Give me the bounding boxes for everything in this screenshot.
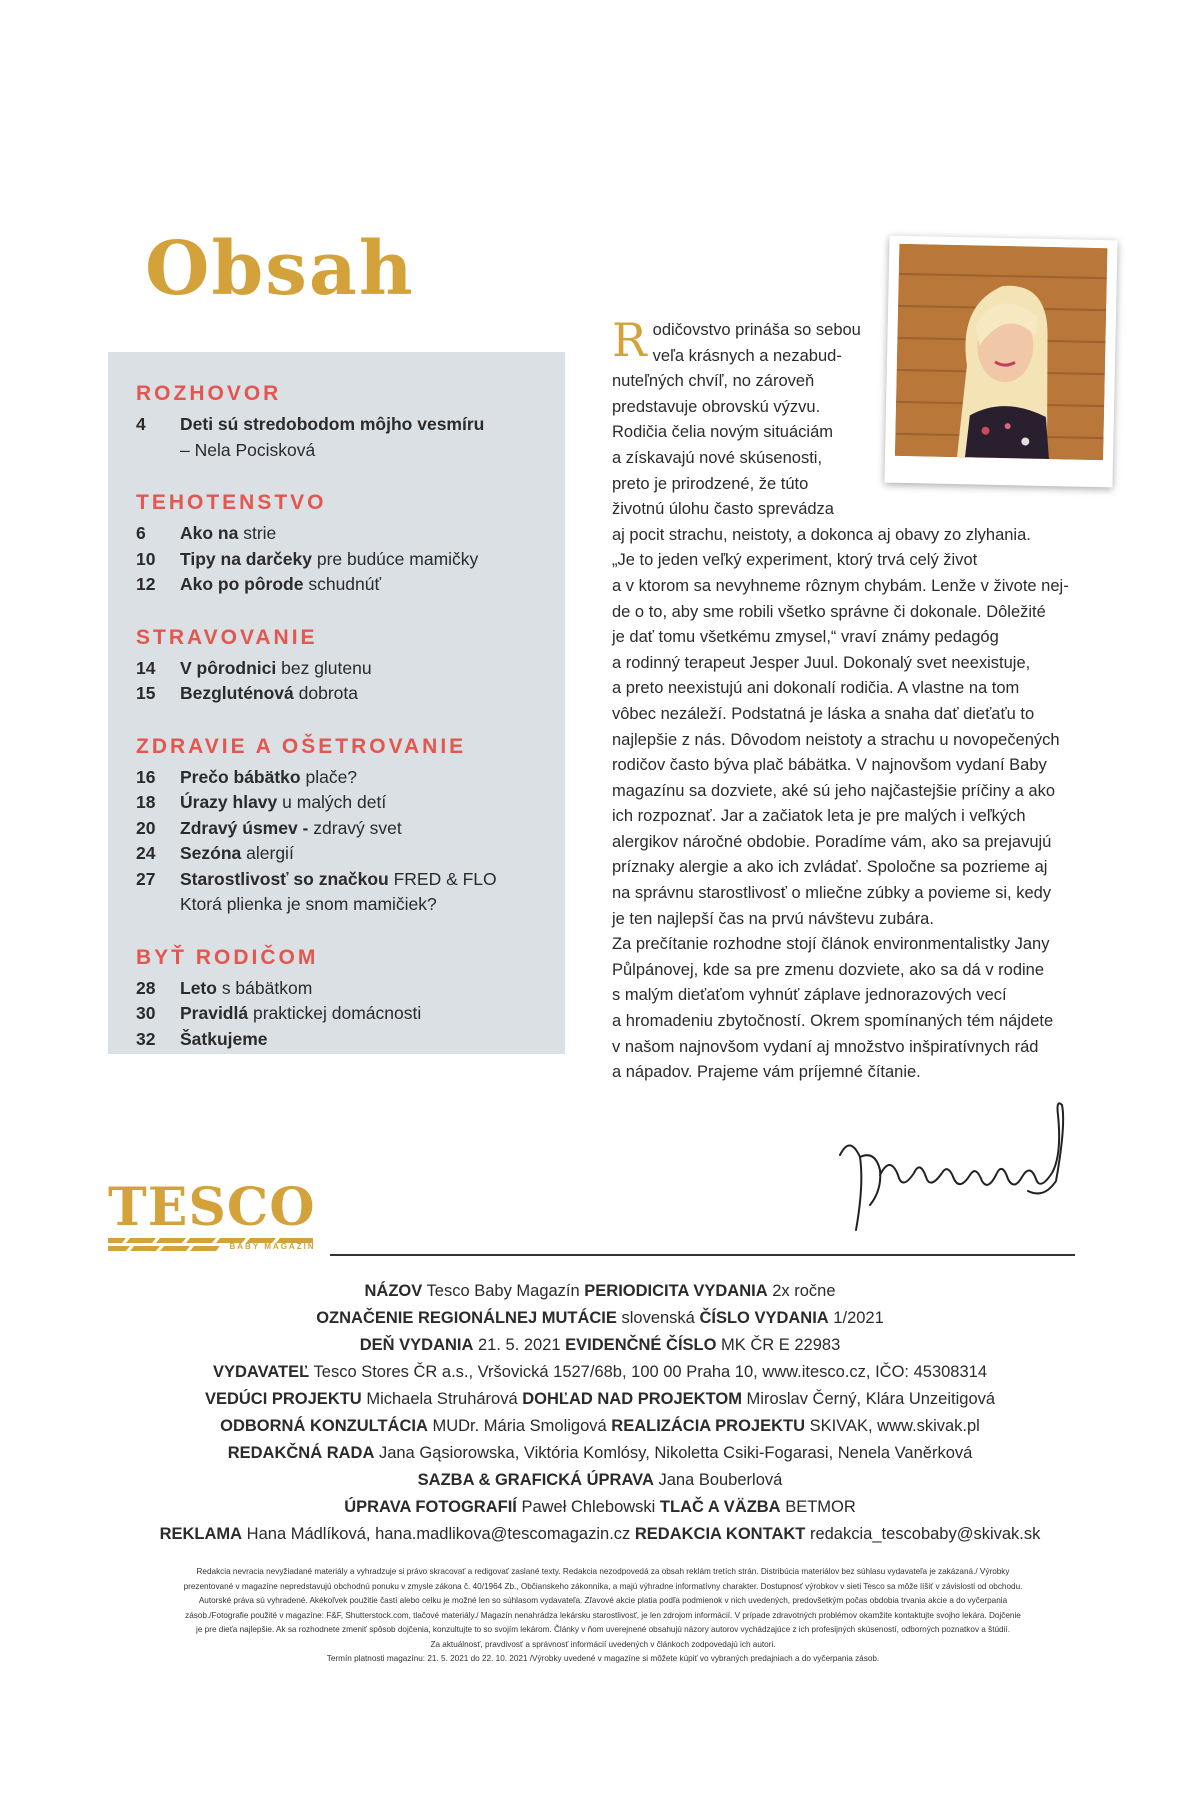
- editorial-line: alergikov náročné obdobie. Poradíme vám, ako sa prejavujú: [612, 832, 1052, 851]
- toc-entry-subtitle: praktickej domácnosti: [248, 1003, 422, 1023]
- toc-page-number: 14: [136, 657, 156, 678]
- editorial-line: a nápadov. Prajeme vám príjemné čítanie.: [612, 1063, 921, 1082]
- toc-entry-title: Leto: [180, 977, 217, 998]
- toc-entry[interactable]: [136, 1029, 268, 1050]
- toc-entry-subtitle: zdravý svet: [308, 817, 402, 838]
- imprint-value: Tesco Baby Magazín: [422, 1282, 585, 1300]
- imprint-line: [100, 1413, 1100, 1440]
- table-of-contents: [108, 352, 565, 1054]
- toc-entry-title: Prečo bábätko: [180, 766, 301, 787]
- toc-page-number: 20: [136, 817, 156, 838]
- editorial-line: ich rozpoznať. Jar a začiatok leta je pre malých i veľkých: [612, 807, 1026, 826]
- toc-entry-title: Sezóna: [180, 843, 242, 863]
- toc-entry-title: Tipy na darčeky: [180, 548, 312, 569]
- editorial-line: najlepšie z nás. Dôvodom neistoty a strachu u novopečených: [612, 730, 1060, 749]
- editorial-line: de o to, aby sme robili všetko správne či dokonale. Dôležité: [612, 602, 1046, 621]
- imprint-value: BETMOR: [780, 1498, 856, 1516]
- toc-page-number: 10: [136, 548, 156, 569]
- imprint-value: 1/2021: [828, 1309, 884, 1327]
- imprint-value: Paweł Chlebowski: [516, 1498, 660, 1516]
- toc-entry[interactable]: [136, 767, 357, 788]
- toc-entry[interactable]: [136, 523, 276, 544]
- editorial-line: je ten najlepší čas na prvú návštevu zubára.: [612, 909, 934, 928]
- toc-entry-title: Šatkujeme: [180, 1028, 268, 1049]
- editorial-line: je dať tomu všetkému zmysel,“ vraví známy pedagóg: [612, 628, 999, 647]
- toc-entry[interactable]: [136, 792, 386, 813]
- imprint-label: VEDÚCI PROJEKTU: [204, 1390, 362, 1408]
- imprint-label: NÁZOV: [364, 1282, 423, 1300]
- imprint-value: slovenská: [616, 1309, 700, 1327]
- toc-section-heading: BYŤ RODIČOM: [136, 945, 319, 969]
- toc-entry-subtitle: schudnúť: [303, 574, 382, 594]
- editorial-line: a v ktorom sa nevyhneme rôznym chybám. Lenže v živote nej-: [612, 576, 1069, 595]
- imprint-value: Jana Gąsiorowska, Viktória Komlósy, Nikoletta Csiki-Fogarasi, Nenela Vaněrková: [374, 1444, 973, 1462]
- toc-entry-subtitle: alergií: [241, 843, 294, 863]
- toc-entry-subtitle: plače?: [300, 766, 358, 787]
- toc-entry[interactable]: [136, 978, 312, 999]
- editorial-line: a hromadeniu zbytočností. Okrem spomínaných tém nájdete: [612, 1012, 1054, 1031]
- toc-entry[interactable]: [136, 658, 372, 679]
- imprint-value: Jana Bouberlová: [653, 1471, 783, 1489]
- imprint-value: Miroslav Černý, Klára Unzeitigová: [741, 1390, 996, 1408]
- editorial-line: aj pocit strachu, neistoty, a dokonca aj obavy zo zlyhania.: [612, 525, 1031, 544]
- imprint-label: PERIODICITA VYDANIA: [584, 1282, 768, 1300]
- toc-entry[interactable]: [136, 414, 484, 435]
- toc-entry-title: Ako na: [180, 523, 239, 543]
- imprint-line: [100, 1467, 1100, 1494]
- toc-entry-title: Pravidlá: [180, 1003, 249, 1023]
- editorial-line: rodičov často býva plač bábätka. V najnovšom vydaní Baby: [612, 756, 1047, 775]
- toc-entry-title: Zdravý úsmev -: [180, 817, 309, 838]
- imprint-label: ČÍSLO VYDANIA: [699, 1309, 829, 1327]
- fine-print-line: Za aktuálnosť, pravdivosť a správnosť informácií uvedených v článkoch zodpovedajú ich autori.: [430, 1639, 776, 1649]
- toc-entry-subtitle: s bábätkom: [216, 977, 313, 998]
- editorial-line: odičovstvo prináša so sebou: [652, 321, 861, 339]
- imprint-value: redakcia_tescobaby@skivak.sk: [805, 1525, 1041, 1543]
- editor-signature: [830, 1095, 1090, 1250]
- imprint-line: [100, 1278, 1100, 1305]
- imprint-value: Tesco Stores ČR a.s., Vršovická 1527/68b, 100 00 Praha 10, www.itesco.cz, IČO: 45308314: [309, 1363, 988, 1381]
- imprint-value: MUDr. Mária Smoligová: [427, 1417, 612, 1435]
- imprint-value: 2x ročne: [767, 1282, 836, 1300]
- toc-page-number: 16: [136, 766, 156, 787]
- fine-print-line: Termín platnosti magazínu: 21. 5. 2021 do 22. 10. 2021 /Výrobky uvedené v magazíne si môžete kúpiť vo vybraných predajniach a do vyčerpania zásob.: [326, 1654, 880, 1663]
- toc-entry[interactable]: [180, 440, 315, 461]
- imprint-label: VYDAVATEĽ: [212, 1363, 310, 1381]
- tesco-baby-magazine-logo: [108, 1177, 316, 1251]
- toc-entry-title: Deti sú stredobodom môjho vesmíru: [180, 414, 485, 434]
- toc-page-number: 12: [136, 574, 156, 594]
- imprint-value: Hana Mádlíková, hana.madlikova@tescomagazin.cz: [242, 1525, 635, 1543]
- imprint-value: 21. 5. 2021: [473, 1336, 566, 1354]
- toc-section-heading: STRAVOVANIE: [136, 625, 318, 649]
- logo-brand: TESCO: [108, 1177, 316, 1238]
- editorial-line: predstavuje obrovskú výzvu.: [612, 397, 821, 416]
- toc-section-heading: ROZHOVOR: [136, 382, 282, 405]
- editorial-line: „Je to jeden veľký experiment, ktorý trvá celý život: [612, 551, 978, 570]
- imprint-label: REDAKČNÁ RADA: [227, 1444, 375, 1462]
- editorial-line: preto je prirodzené, že túto: [612, 474, 809, 493]
- editorial-line: Za prečítanie rozhodne stojí článok environmentalistky Jany: [612, 935, 1050, 954]
- toc-entry-title: Ako po pôrode: [180, 574, 304, 594]
- toc-page-number: 18: [136, 792, 156, 812]
- editorial-line: Půlpánovej, kde sa pre zmenu dozviete, ako sa dá v rodine: [612, 960, 1045, 979]
- imprint-line: [100, 1494, 1100, 1521]
- imprint-value: MK ČR E 22983: [716, 1336, 841, 1354]
- toc-entry[interactable]: [180, 894, 437, 915]
- toc-page-number: 15: [136, 683, 156, 703]
- editorial-line: životnú úlohu často sprevádza: [612, 500, 834, 519]
- editorial-line: a rodinný terapeut Jesper Juul. Dokonalý svet neexistuje,: [612, 653, 1031, 672]
- editorial-line: na správnu starostlivosť o mliečne zúbky a povieme si, kedy: [612, 884, 1052, 903]
- imprint-value: SKIVAK, www.skivak.pl: [805, 1417, 980, 1435]
- logo-subtitle: BABY MAGAZÍN: [229, 1242, 316, 1251]
- toc-entry-subtitle: pre budúce mamičky: [311, 548, 479, 569]
- imprint-line: [100, 1521, 1100, 1548]
- imprint-line: [100, 1386, 1100, 1413]
- imprint-label: TLAČ A VÄZBA: [659, 1498, 781, 1516]
- toc-entry-subtitle: u malých detí: [277, 792, 387, 812]
- imprint-label: DEŇ VYDANIA: [359, 1336, 474, 1354]
- toc-entry-subtitle: strie: [238, 523, 277, 543]
- toc-page-number: 30: [136, 1003, 156, 1023]
- editorial-text: [612, 313, 1132, 1086]
- toc-entry[interactable]: [136, 549, 478, 570]
- imprint-label: REKLAMA: [159, 1525, 243, 1543]
- editorial-line: veľa krásnych a nezabud-: [652, 346, 842, 365]
- imprint-label: SAZBA & GRAFICKÁ ÚPRAVA: [417, 1471, 654, 1489]
- editorial-line: magazínu sa dozviete, aké sú jeho najčastejšie príčiny a ako: [612, 781, 1056, 800]
- page-title: Obsah: [145, 226, 415, 312]
- toc-entry-title: Bezgluténová: [180, 683, 294, 703]
- fine-print-line: Autorské práva sú vyhradené. Akékoľvek použitie častí alebo celku je možné len so súhlasom vydavateľa. Zľavové akcie platia podľa podmienok v nich uvedených, predovšetkým počas obdobia trvania akcie a do vyčerpania: [198, 1596, 1008, 1605]
- toc-entry[interactable]: [136, 574, 381, 595]
- editorial-line: v našom najnovšom vydaní aj množstvo inšpiratívnych rád: [612, 1037, 1039, 1056]
- imprint-label: REALIZÁCIA PROJEKTU: [611, 1417, 806, 1435]
- toc-entry-subtitle: dobrota: [293, 683, 358, 703]
- fine-print-line: Redakcia nevracia nevyžiadané materiály a vyhradzuje si právo skracovať a redigovať zaslané texty. Redakcia nezodpovedá za obsah reklám tretích strán. Distribúcia materiálov bez súhlasu vydavateľa je zakázaná./ Výrobky: [196, 1567, 1010, 1576]
- toc-page-number: 6: [136, 523, 146, 543]
- fine-print-line: prezentované v magazíne nepredstavujú obchodnú ponuku v zmysle zákona č. 40/1964 Zb., Občianskeho zákonníka, a majú výhradne informatívny charakter. Dostupnosť výrobkov v sieti Tesco sa môže líšiť v závislosti od obchodu.: [183, 1581, 1023, 1591]
- imprint-line: [100, 1440, 1100, 1467]
- toc-entry-subtitle: bez glutenu: [276, 657, 372, 678]
- divider-line: [330, 1254, 1075, 1256]
- fine-print: [108, 1565, 1098, 1667]
- editorial-dropcap: R: [612, 313, 647, 367]
- imprint-line: [100, 1359, 1100, 1386]
- toc-section-heading: ZDRAVIE A OŠETROVANIE: [136, 734, 467, 758]
- imprint-label: ODBORNÁ KONZULTÁCIA: [220, 1417, 428, 1435]
- toc-entry[interactable]: [136, 1003, 421, 1024]
- fine-print-line: zásob./Fotografie použité v magazíne: F&F, Shutterstock.com, tlačové materiály./ Magazín nenahrádza lekársku starostlivosť, je len zdrojom informácií. V prípade zdravotných problémov okamžite kontaktujte svojho lekára. Dojčenie: [185, 1610, 1021, 1620]
- imprint-block: [100, 1278, 1100, 1548]
- toc-entry-subtitle: FRED & FLO: [388, 868, 497, 889]
- toc-page-number: 28: [136, 977, 156, 998]
- imprint-label: OZNAČENIE REGIONÁLNEJ MUTÁCIE: [316, 1309, 617, 1327]
- imprint-line: [100, 1332, 1100, 1359]
- fine-print-line: je pre dieťa najlepšie. Ak sa rozhodnete zmeniť spôsob dojčenia, konzultujte to so svojím lekárom. Články v ňom uverejnené obsahujú názory autorov vychádzajúce z ich profesijných skúseností, odborných poznatkov a štúdií.: [196, 1625, 1010, 1634]
- toc-page-number: 24: [136, 843, 156, 863]
- toc-entry-subtitle: Ktorá plienka je snom mamičiek?: [180, 894, 437, 914]
- toc-page-number: 4: [136, 414, 146, 434]
- toc-entry[interactable]: [136, 869, 497, 890]
- toc-entry-subtitle: – Nela Pocisková: [180, 439, 316, 460]
- editorial-line: príznaky alergie a ako ich zvládať. Spoločne sa pozrieme aj: [612, 858, 1048, 877]
- toc-entry[interactable]: [136, 818, 402, 839]
- imprint-label: ÚPRAVA FOTOGRAFIÍ: [344, 1498, 517, 1516]
- editorial-narrow-column: [612, 313, 867, 523]
- editorial-line: s malým dieťaťom vyhnúť záplave jednorazových vecí: [612, 986, 1007, 1005]
- imprint-label: DOHĽAD NAD PROJEKTOM: [522, 1390, 742, 1408]
- editorial-wide-column: [612, 523, 1132, 1086]
- toc-page-number: 27: [136, 868, 156, 889]
- toc-section-heading: TEHOTENSTVO: [136, 491, 327, 514]
- editorial-line: vôbec nezáleží. Podstatná je láska a snaha dať dieťaťu to: [612, 704, 1035, 723]
- toc-entry[interactable]: [136, 683, 358, 704]
- editorial-line: Rodičia čelia novým situáciám: [612, 423, 834, 442]
- toc-entry[interactable]: [136, 843, 294, 864]
- imprint-line: [100, 1305, 1100, 1332]
- imprint-value: Michaela Struhárová: [361, 1390, 523, 1408]
- editorial-line: a preto neexistujú ani dokonalí rodičia. A vlastne na tom: [612, 679, 1020, 698]
- toc-entry-title: Úrazy hlavy: [180, 792, 278, 812]
- imprint-label: REDAKCIA KONTAKT: [634, 1525, 806, 1543]
- toc-entry-title: V pôrodnici: [180, 657, 277, 678]
- toc-page-number: 32: [136, 1028, 156, 1049]
- toc-entry-title: Starostlivosť so značkou: [180, 868, 389, 889]
- editorial-line: a získavajú nové skúsenosti,: [612, 448, 823, 467]
- editorial-line: nuteľných chvíľ, no zároveň: [612, 372, 815, 391]
- imprint-label: EVIDENČNÉ ČÍSLO: [565, 1336, 717, 1354]
